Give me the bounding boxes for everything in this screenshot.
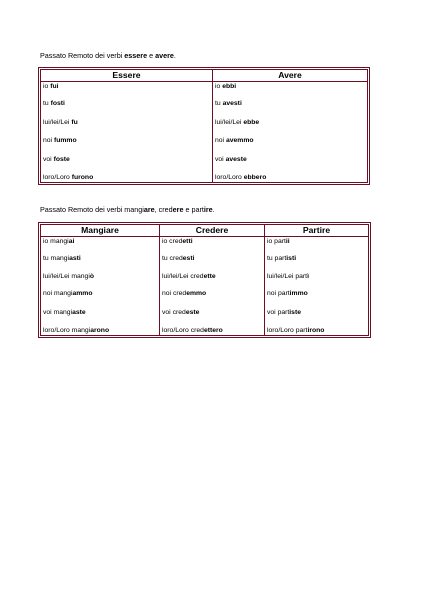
conjugation-cell <box>160 273 265 290</box>
column-header-avere: Avere <box>213 70 367 82</box>
conjugation-cell <box>265 255 368 273</box>
bold-text: ai <box>68 238 75 245</box>
table-row <box>41 237 368 255</box>
text: io part <box>267 238 286 245</box>
bold-text: irono <box>307 327 325 334</box>
table-row <box>41 174 367 182</box>
text: tu <box>215 100 223 107</box>
column-header-partire: Partire <box>265 225 368 237</box>
text: . <box>173 51 176 60</box>
text: voi <box>43 156 54 163</box>
conjugation-cell <box>41 100 213 119</box>
text: tu part <box>267 255 287 262</box>
text: lui/lei/Lei mangi <box>43 273 90 280</box>
text: noi mangi <box>43 290 73 297</box>
bold-text: ii <box>285 238 290 245</box>
table-row <box>41 309 368 327</box>
conjugation-cell <box>160 237 265 255</box>
section-heading-essere-avere <box>40 51 176 60</box>
bold-text: foste <box>53 156 70 163</box>
text: loro/Loro <box>215 174 244 181</box>
conjugation-cell <box>213 137 367 156</box>
text: io mangi <box>43 238 69 245</box>
bold-text: essere <box>124 51 148 60</box>
text: noi <box>43 137 54 144</box>
bold-text: immo <box>289 290 308 297</box>
text: , cred <box>154 205 173 214</box>
table-row <box>41 82 367 100</box>
bold-text: fu <box>71 119 78 126</box>
bold-text: ò <box>89 273 95 280</box>
text: noi <box>215 137 226 144</box>
bold-text: ebbero <box>243 174 267 181</box>
bold-text: fosti <box>50 100 65 107</box>
conjugation-cell <box>265 309 368 327</box>
conjugation-cell <box>41 327 160 335</box>
bold-text: ammo <box>72 290 93 297</box>
conjugation-cell <box>41 273 160 290</box>
conjugation-table-essere-avere <box>40 69 368 183</box>
bold-text: asti <box>69 255 81 262</box>
conjugation-cell <box>41 237 160 255</box>
conjugation-cell <box>41 82 213 100</box>
text: tu cred <box>162 255 183 262</box>
text: Passato Remoto dei verbi <box>40 51 125 60</box>
bold-text: ettero <box>203 327 223 334</box>
bold-text: etti <box>182 238 193 245</box>
bold-text: ette <box>203 273 216 280</box>
bold-text: avesti <box>222 100 242 107</box>
conjugation-cell <box>213 82 367 100</box>
bold-text: emmo <box>186 290 207 297</box>
text: . <box>212 205 215 214</box>
bold-text: esti <box>182 255 195 262</box>
text: loro/Loro part <box>267 327 308 334</box>
bold-text: ere <box>172 205 184 214</box>
conjugation-cell <box>41 290 160 309</box>
bold-text: aveste <box>225 156 247 163</box>
bold-text: aste <box>72 309 86 316</box>
text: noi cred <box>162 290 187 297</box>
table-row <box>41 290 368 309</box>
conjugation-cell <box>41 309 160 327</box>
conjugation-cell <box>41 137 213 156</box>
table-row <box>41 255 368 273</box>
text: loro/Loro <box>43 174 72 181</box>
text: Passato Remoto dei verbi mangi <box>40 205 144 214</box>
bold-text: arono <box>90 327 110 334</box>
conjugation-cell <box>213 119 367 137</box>
table-row <box>41 156 367 174</box>
text: voi part <box>267 309 290 316</box>
conjugation-cell <box>213 174 367 182</box>
text: io <box>43 83 51 90</box>
bold-text: ebbe <box>243 119 260 126</box>
conjugation-cell <box>160 327 265 335</box>
text: e <box>147 51 156 60</box>
bold-text: are <box>143 205 155 214</box>
conjugation-cell <box>160 255 265 273</box>
bold-text: ì <box>307 273 309 280</box>
table-row <box>41 273 368 290</box>
bold-text: fummo <box>53 137 77 144</box>
table-row <box>41 100 367 119</box>
text: e part <box>183 205 204 214</box>
text: voi <box>215 156 226 163</box>
conjugation-cell <box>265 290 368 309</box>
column-header-mangiare: Mangiare <box>41 225 160 237</box>
bold-text: avere <box>155 51 174 60</box>
table-row <box>41 119 367 137</box>
bold-text: furono <box>71 174 94 181</box>
text: loro/Loro cred <box>162 327 204 334</box>
bold-text: avemmo <box>225 137 254 144</box>
table-header-row <box>41 70 367 82</box>
text: lui/lei/Lei <box>43 119 72 126</box>
conjugation-cell <box>213 156 367 174</box>
conjugation-cell <box>41 174 213 182</box>
text: tu mangi <box>43 255 70 262</box>
bold-text: ire <box>203 205 213 214</box>
text: noi part <box>267 290 290 297</box>
text: voi mangi <box>43 309 73 316</box>
text: tu <box>43 100 51 107</box>
conjugation-cell <box>160 290 265 309</box>
table-row <box>41 137 367 156</box>
text: loro/Loro mangi <box>43 327 91 334</box>
bold-text: ebbi <box>222 83 237 90</box>
conjugation-cell <box>41 255 160 273</box>
column-header-credere: Credere <box>160 225 265 237</box>
text: lui/lei/Lei part <box>267 273 308 280</box>
text: lui/lei/Lei cred <box>162 273 204 280</box>
table-header-row <box>41 225 368 237</box>
bold-text: este <box>185 309 200 316</box>
column-header-essere: Essere <box>41 70 213 82</box>
conjugation-cell <box>265 327 368 335</box>
bold-text: fui <box>50 83 59 90</box>
text: voi cred <box>162 309 186 316</box>
bold-text: isti <box>286 255 297 262</box>
table-row <box>41 327 368 335</box>
text: io <box>215 83 223 90</box>
conjugation-cell <box>41 119 213 137</box>
conjugation-cell <box>41 156 213 174</box>
bold-text: iste <box>289 309 302 316</box>
conjugation-cell <box>160 309 265 327</box>
conjugation-table-mangiare-credere-partire <box>40 224 369 336</box>
text: lui/lei/Lei <box>215 119 244 126</box>
conjugation-cell <box>213 100 367 119</box>
conjugation-cell <box>265 273 368 290</box>
conjugation-cell <box>265 237 368 255</box>
section-heading-are-ere-ire <box>40 205 215 214</box>
text: io cred <box>162 238 183 245</box>
